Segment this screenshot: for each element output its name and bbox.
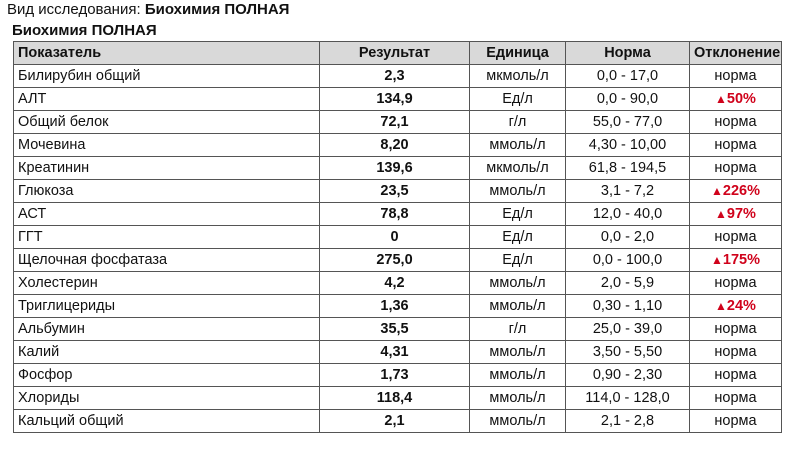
arrow-up-icon: ▲ (715, 91, 727, 106)
column-header-result: Результат (320, 42, 470, 65)
indicator-name-cell: Билирубин общий (14, 65, 320, 88)
indicator-name-cell: Триглицериды (14, 295, 320, 318)
deviation-percent: 226% (722, 182, 760, 199)
norm-range-cell: 55,0 - 77,0 (566, 111, 690, 134)
norm-range-cell: 2,1 - 2,8 (566, 410, 690, 433)
arrow-up-icon: ▲ (711, 252, 723, 267)
result-value-cell: 0 (320, 226, 470, 249)
table-row (14, 157, 782, 180)
study-type-line (7, 1, 289, 19)
unit-cell: мкмоль/л (470, 65, 566, 88)
unit-cell: Ед/л (470, 226, 566, 249)
norm-range-cell: 114,0 - 128,0 (566, 387, 690, 410)
unit-cell: ммоль/л (470, 180, 566, 203)
deviation-cell (690, 180, 782, 203)
table-row (14, 203, 782, 226)
table-row (14, 272, 782, 295)
table-row (14, 226, 782, 249)
unit-cell: Ед/л (470, 249, 566, 272)
arrow-up-icon: ▲ (715, 206, 727, 221)
norm-range-cell: 4,30 - 10,00 (566, 134, 690, 157)
column-header-unit: Единица (470, 42, 566, 65)
result-value-cell: 1,73 (320, 364, 470, 387)
result-value-cell: 118,4 (320, 387, 470, 410)
table-row (14, 410, 782, 433)
result-value-cell: 8,20 (320, 134, 470, 157)
indicator-name-cell: Альбумин (14, 318, 320, 341)
norm-range-cell: 12,0 - 40,0 (566, 203, 690, 226)
arrow-up-icon: ▲ (715, 298, 727, 313)
unit-cell: Ед/л (470, 203, 566, 226)
result-value-cell: 2,1 (320, 410, 470, 433)
result-value-cell: 139,6 (320, 157, 470, 180)
unit-cell: ммоль/л (470, 387, 566, 410)
indicator-name-cell: Калий (14, 341, 320, 364)
result-value-cell: 72,1 (320, 111, 470, 134)
unit-cell: ммоль/л (470, 364, 566, 387)
indicator-name-cell: АСТ (14, 203, 320, 226)
norm-range-cell: 0,0 - 17,0 (566, 65, 690, 88)
table-row (14, 88, 782, 111)
deviation-cell (690, 88, 782, 111)
deviation-cell (690, 203, 782, 226)
indicator-name-cell: АЛТ (14, 88, 320, 111)
table-row (14, 111, 782, 134)
table-row (14, 364, 782, 387)
unit-cell: ммоль/л (470, 295, 566, 318)
table-row (14, 180, 782, 203)
deviation-percent: 24% (726, 297, 756, 314)
study-type-label: Вид исследования: (7, 1, 141, 18)
indicator-name-cell: Кальций общий (14, 410, 320, 433)
indicator-name-cell: Хлориды (14, 387, 320, 410)
indicator-name-cell: ГГТ (14, 226, 320, 249)
table-row (14, 134, 782, 157)
result-value-cell: 35,5 (320, 318, 470, 341)
deviation-percent: 97% (726, 205, 756, 222)
result-value-cell: 275,0 (320, 249, 470, 272)
table-row (14, 318, 782, 341)
deviation-cell: норма (690, 387, 782, 410)
deviation-cell: норма (690, 318, 782, 341)
indicator-name-cell: Креатинин (14, 157, 320, 180)
deviation-cell (690, 295, 782, 318)
deviation-cell (690, 249, 782, 272)
unit-cell: г/л (470, 318, 566, 341)
column-header-norm: Норма (566, 42, 690, 65)
indicator-name-cell: Холестерин (14, 272, 320, 295)
unit-cell: г/л (470, 111, 566, 134)
unit-cell: Ед/л (470, 88, 566, 111)
unit-cell: мкмоль/л (470, 157, 566, 180)
norm-range-cell: 3,1 - 7,2 (566, 180, 690, 203)
norm-range-cell: 0,0 - 100,0 (566, 249, 690, 272)
deviation-percent: 175% (722, 251, 760, 268)
deviation-cell: норма (690, 364, 782, 387)
indicator-name-cell: Мочевина (14, 134, 320, 157)
result-value-cell: 2,3 (320, 65, 470, 88)
column-header-indicator: Показатель (14, 42, 320, 65)
norm-range-cell: 0,0 - 90,0 (566, 88, 690, 111)
deviation-cell: норма (690, 272, 782, 295)
result-value-cell: 134,9 (320, 88, 470, 111)
norm-range-cell: 0,30 - 1,10 (566, 295, 690, 318)
table-row (14, 65, 782, 88)
table-header-row (14, 42, 782, 65)
deviation-percent: 50% (726, 90, 756, 107)
study-type-value: Биохимия ПОЛНАЯ (144, 1, 290, 18)
norm-range-cell: 0,0 - 2,0 (566, 226, 690, 249)
norm-range-cell: 61,8 - 194,5 (566, 157, 690, 180)
deviation-cell: норма (690, 410, 782, 433)
indicator-name-cell: Общий белок (14, 111, 320, 134)
deviation-cell: норма (690, 157, 782, 180)
unit-cell: ммоль/л (470, 410, 566, 433)
table-row (14, 387, 782, 410)
deviation-cell: норма (690, 134, 782, 157)
unit-cell: ммоль/л (470, 341, 566, 364)
result-value-cell: 4,2 (320, 272, 470, 295)
norm-range-cell: 25,0 - 39,0 (566, 318, 690, 341)
norm-range-cell: 0,90 - 2,30 (566, 364, 690, 387)
result-value-cell: 1,36 (320, 295, 470, 318)
arrow-up-icon: ▲ (711, 183, 723, 198)
deviation-cell: норма (690, 111, 782, 134)
indicator-name-cell: Щелочная фосфатаза (14, 249, 320, 272)
unit-cell: ммоль/л (470, 134, 566, 157)
table-row (14, 341, 782, 364)
indicator-name-cell: Глюкоза (14, 180, 320, 203)
results-table (13, 41, 782, 433)
result-value-cell: 78,8 (320, 203, 470, 226)
table-row (14, 295, 782, 318)
result-value-cell: 4,31 (320, 341, 470, 364)
indicator-name-cell: Фосфор (14, 364, 320, 387)
norm-range-cell: 2,0 - 5,9 (566, 272, 690, 295)
result-value-cell: 23,5 (320, 180, 470, 203)
norm-range-cell: 3,50 - 5,50 (566, 341, 690, 364)
deviation-cell: норма (690, 341, 782, 364)
deviation-cell: норма (690, 226, 782, 249)
deviation-cell: норма (690, 65, 782, 88)
table-row (14, 249, 782, 272)
column-header-deviation: Отклонение (690, 42, 782, 65)
section-title: Биохимия ПОЛНАЯ (12, 22, 157, 39)
unit-cell: ммоль/л (470, 272, 566, 295)
